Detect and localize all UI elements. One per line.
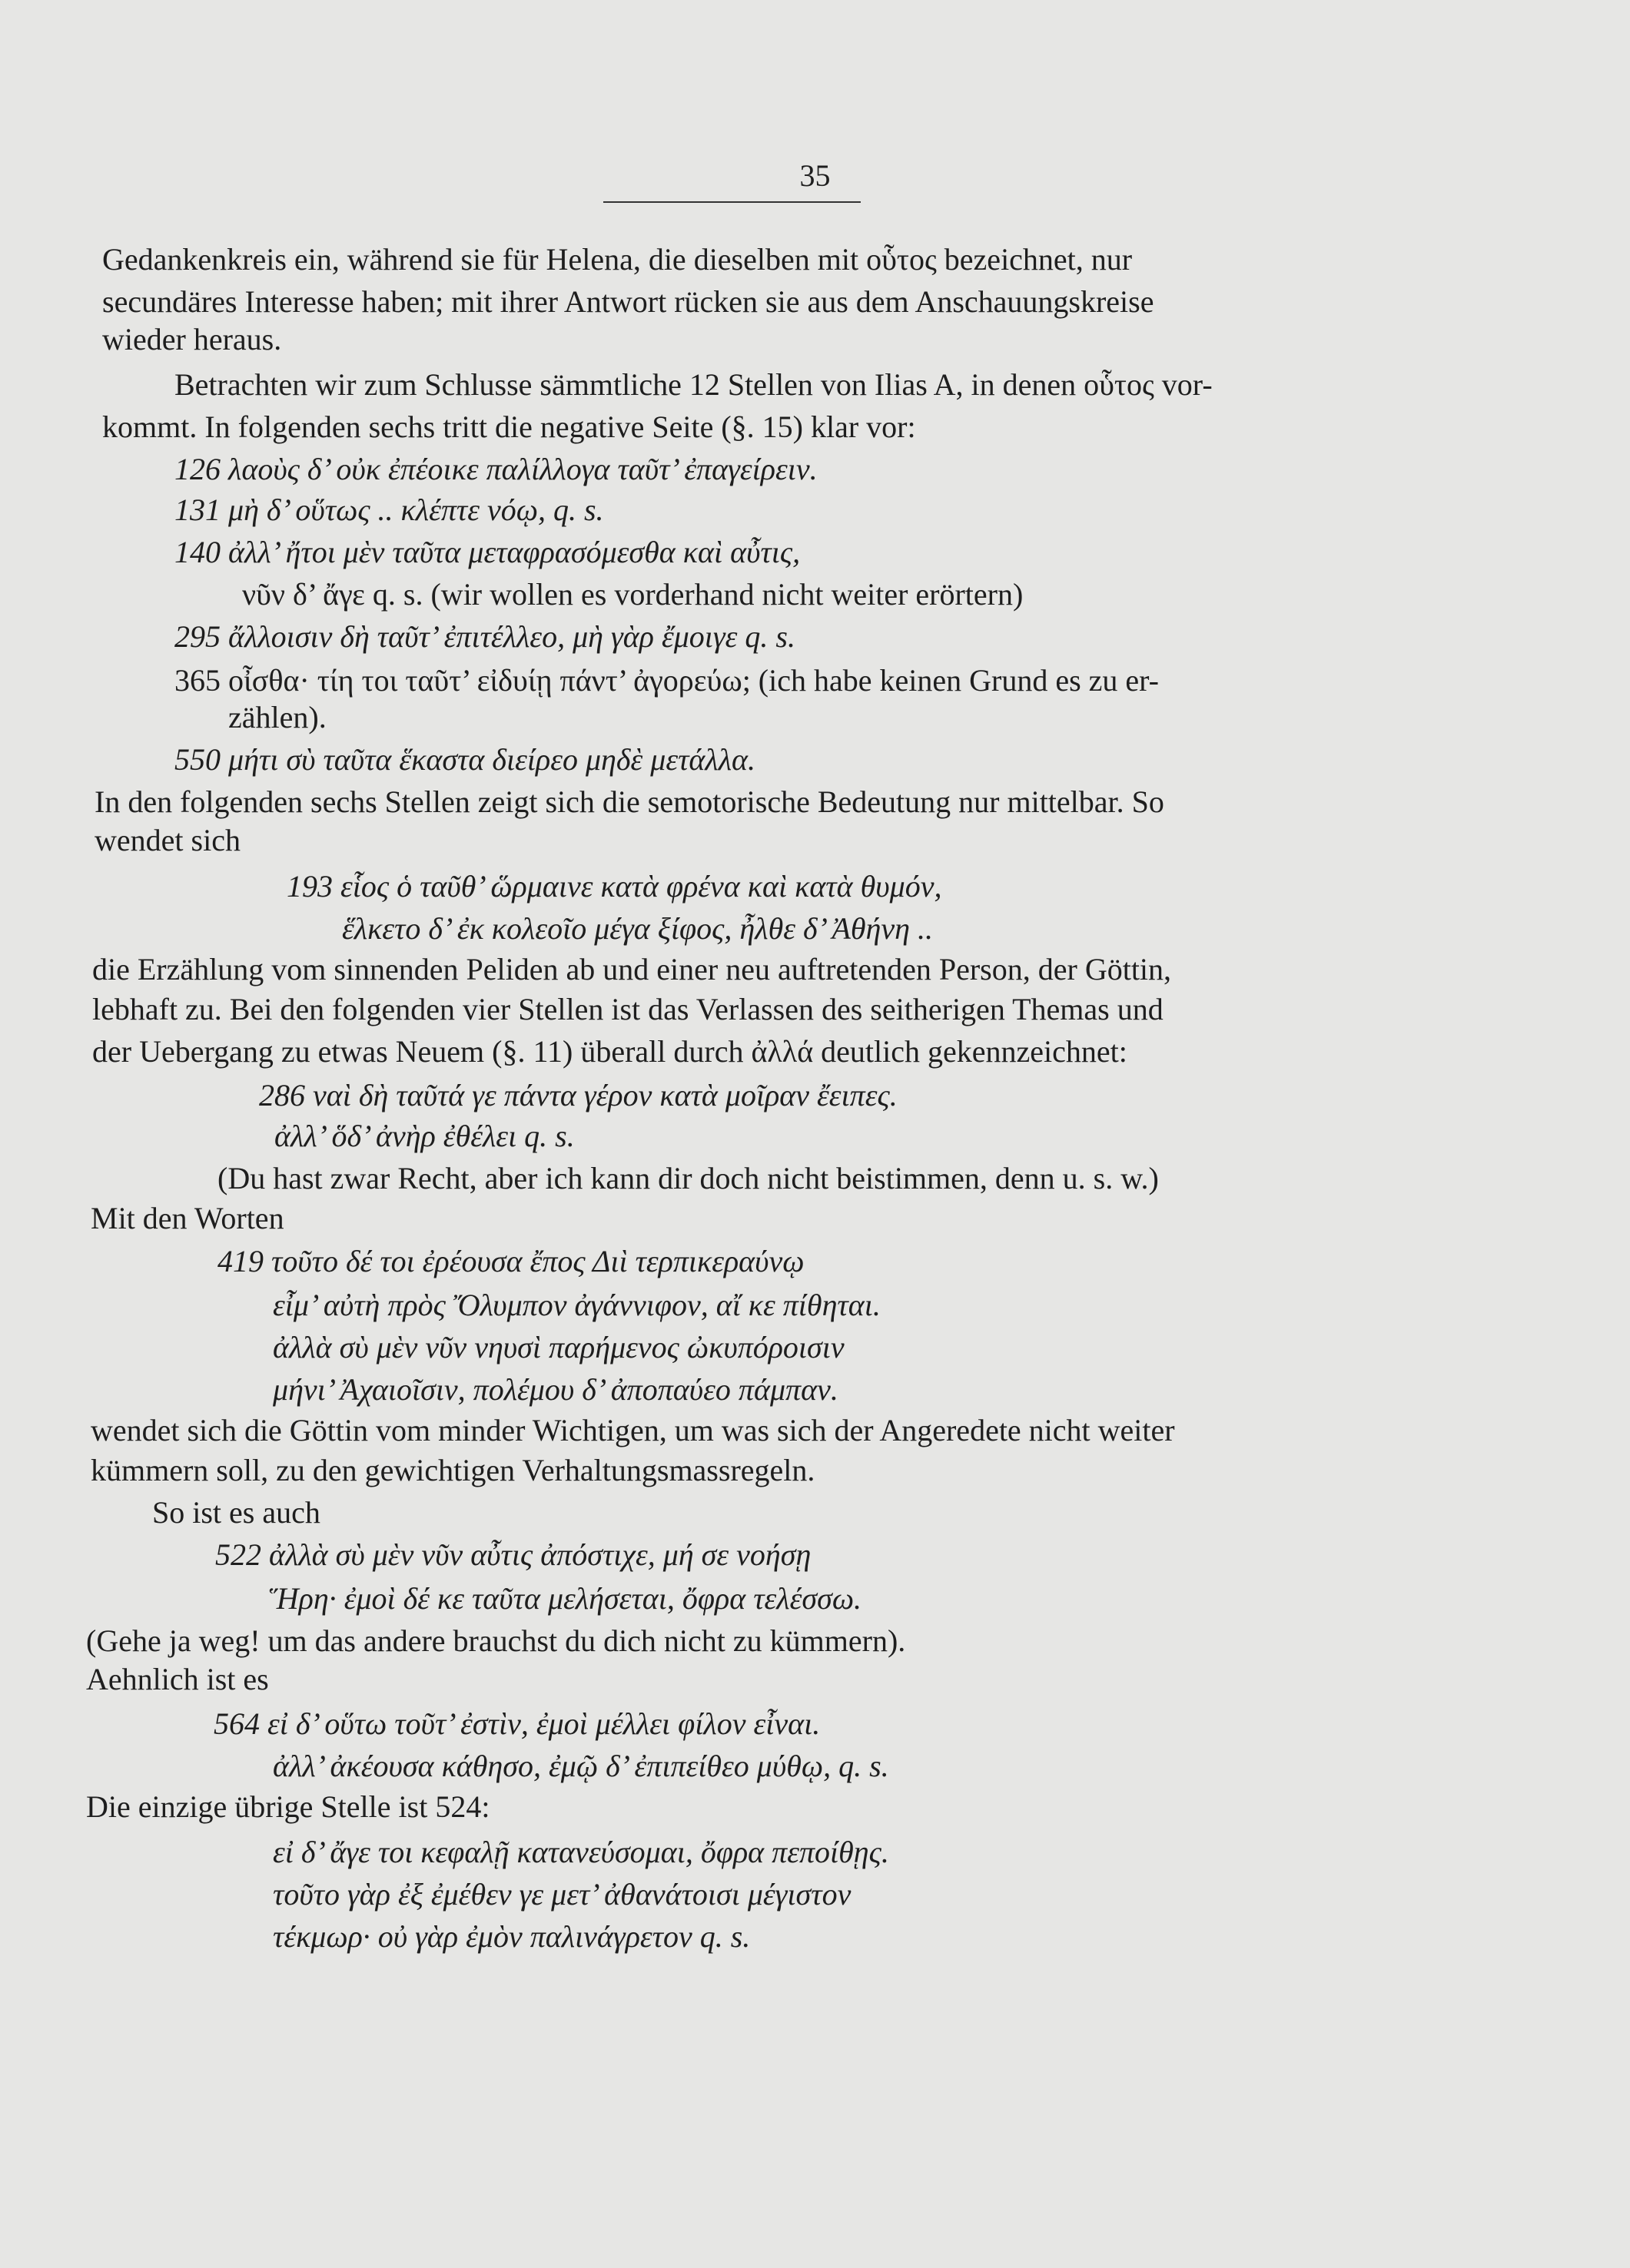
verse-line: 295 ἄλλοισιν δὴ ταῦτ’ ἐπιτέλλεο, μὴ γὰρ ἔμοιγε q. s. bbox=[174, 619, 795, 654]
verse-line: 131 μὴ δ’ οὕτως .. κλέπτε νόῳ, q. s. bbox=[174, 492, 604, 527]
page-number: 35 bbox=[799, 158, 831, 193]
header-rule bbox=[603, 201, 861, 203]
verse-line: νῦν δ’ ἄγε q. s. (wir wollen es vorderhand nicht weiter erörtern) bbox=[242, 577, 1024, 612]
text-line: wendet sich die Göttin vom minder Wichtigen, um was sich der Angeredete nicht weiter bbox=[91, 1413, 1175, 1447]
text-line: secundäres Interesse haben; mit ihrer Antwort rücken sie aus dem Anschauungskreise bbox=[102, 284, 1154, 319]
text-line: Mit den Worten bbox=[91, 1201, 284, 1235]
verse-line: Ἥρη· ἐμοὶ δέ κε ταῦτα μελήσεται, ὄφρα τελέσσω. bbox=[269, 1581, 862, 1616]
verse-line: μήνι’ Ἀχαιοῖσιν, πολέμου δ’ ἀποπαύεο πάμπαν. bbox=[273, 1372, 838, 1407]
text-line: zählen). bbox=[228, 700, 327, 734]
text-line: Gedankenkreis ein, während sie für Helena, die dieselben mit οὗτος bezeichnet, nur bbox=[102, 242, 1133, 277]
verse-line: 522 ἀλλὰ σὺ μὲν νῦν αὖτις ἀπόστιχε, μή σε νοήσῃ bbox=[215, 1537, 812, 1572]
text-line: Betrachten wir zum Schlusse sämmtliche 12 Stellen von Ilias A, in denen οὗτος vor- bbox=[174, 367, 1213, 402]
text-line: die Erzählung vom sinnenden Peliden ab und einer neu auftretenden Person, der Göttin, bbox=[92, 952, 1172, 986]
verse-line: ἀλλ’ ὅδ’ ἀνὴρ ἐθέλει q. s. bbox=[274, 1119, 575, 1153]
text-line: wieder heraus. bbox=[102, 322, 282, 356]
text-line: kommt. In folgenden sechs tritt die negative Seite (§. 15) klar vor: bbox=[102, 410, 916, 444]
text-line: der Uebergang zu etwas Neuem (§. 11) überall durch ἀλλά deutlich gekennzeichnet: bbox=[92, 1034, 1127, 1069]
verse-line: 365 οἶσθα· τίη τοι ταῦτ’ εἰδυίῃ πάντ’ ἀγορεύω; (ich habe keinen Grund es zu er- bbox=[174, 663, 1159, 698]
verse-line: 564 εἰ δ’ οὕτω τοῦτ’ ἐστὶν, ἐμοὶ μέλλει φίλον εἶναι. bbox=[214, 1706, 821, 1741]
verse-line: 286 ναὶ δὴ ταῦτά γε πάντα γέρον κατὰ μοῖραν ἔειπες. bbox=[259, 1078, 898, 1112]
text-line: In den folgenden sechs Stellen zeigt sich die semotorische Bedeutung nur mittelbar. So bbox=[95, 784, 1164, 819]
verse-line: 140 ἀλλ’ ἤτοι μὲν ταῦτα μεταφρασόμεσθα καὶ αὖτις, bbox=[174, 535, 801, 569]
verse-line: ἀλλὰ σὺ μὲν νῦν νηυσὶ παρήμενος ὠκυπόροισιν bbox=[273, 1330, 845, 1364]
text-line: Aehnlich ist es bbox=[86, 1662, 269, 1696]
verse-line: τέκμωρ· οὐ γὰρ ἐμὸν παλινάγρετον q. s. bbox=[273, 1919, 751, 1954]
verse-line: εἰ δ’ ἄγε τοι κεφαλῇ κατανεύσομαι, ὄφρα πεποίθῃς. bbox=[273, 1835, 889, 1869]
text-line: (Gehe ja weg! um das andere brauchst du dich nicht zu kümmern). bbox=[86, 1623, 906, 1658]
text-line: (Du hast zwar Recht, aber ich kann dir doch nicht beistimmen, denn u. s. w.) bbox=[217, 1161, 1159, 1195]
verse-line: εἶμ’ αὐτὴ πρὸς Ὄλυμπον ἀγάννιφον, αἴ κε πίθηται. bbox=[273, 1288, 881, 1322]
text-line: wendet sich bbox=[95, 823, 241, 857]
text-line: Die einzige übrige Stelle ist 524: bbox=[86, 1789, 490, 1824]
verse-line: 419 τοῦτο δέ τοι ἐρέουσα ἔπος Διὶ τερπικεραύνῳ bbox=[217, 1244, 805, 1278]
verse-line: 193 εἷος ὁ ταῦθ’ ὥρμαινε κατὰ φρένα καὶ κατὰ θυμόν, bbox=[287, 869, 942, 904]
text-line: So ist es auch bbox=[152, 1495, 320, 1530]
verse-line: ἕλκετο δ’ ἐκ κολεοῖο μέγα ξίφος, ἦλθε δ’ Ἀθήνη .. bbox=[342, 911, 933, 946]
text-line: lebhaft zu. Bei den folgenden vier Stellen ist das Verlassen des seitherigen Themas und bbox=[92, 992, 1164, 1026]
verse-line: ἀλλ’ ἀκέουσα κάθησο, ἐμῷ δ’ ἐπιπείθεο μύθῳ, q. s. bbox=[273, 1749, 889, 1783]
verse-line: 126 λαοὺς δ’ οὐκ ἐπέοικε παλίλλογα ταῦτ’ ἐπαγείρειν. bbox=[174, 452, 818, 486]
verse-line: 550 μήτι σὺ ταῦτα ἕκαστα διείρεο μηδὲ μετάλλα. bbox=[174, 742, 756, 777]
text-line: kümmern soll, zu den gewichtigen Verhaltungsmassregeln. bbox=[91, 1453, 815, 1487]
verse-line: τοῦτο γὰρ ἐξ ἐμέθεν γε μετ’ ἀθανάτοισι μέγιστον bbox=[273, 1877, 852, 1912]
